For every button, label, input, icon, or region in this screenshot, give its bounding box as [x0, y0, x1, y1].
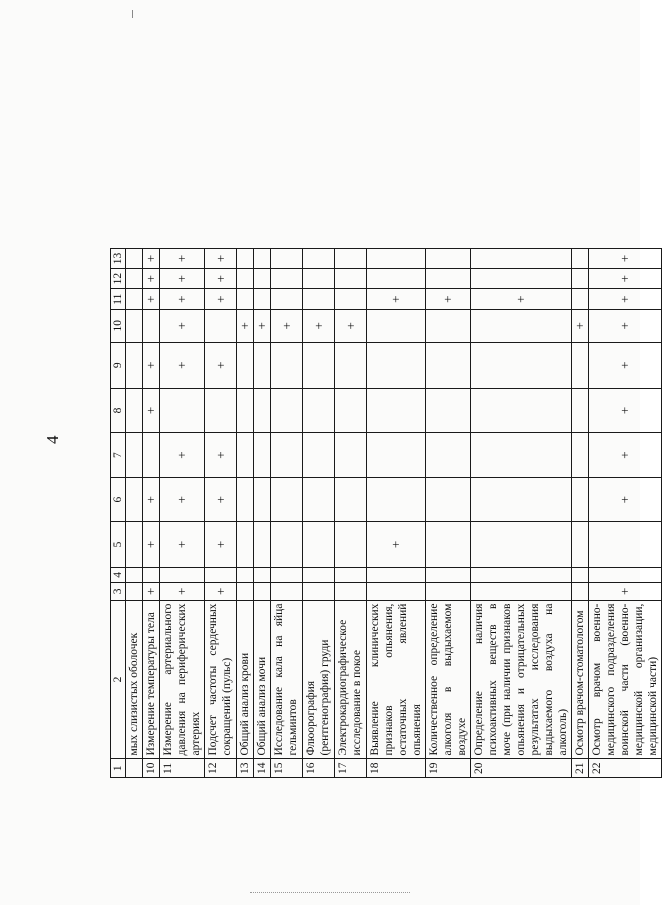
table-row	[143, 249, 160, 778]
mark-cell	[160, 388, 205, 432]
col-header-7: 7	[111, 433, 126, 478]
mark-cell: +	[367, 522, 426, 567]
mark-cell	[254, 268, 271, 289]
mark-cell	[367, 309, 426, 342]
mark-cell	[572, 522, 589, 567]
mark-cell	[237, 289, 254, 309]
mark-cell	[572, 567, 589, 583]
mark-cell	[126, 433, 143, 478]
mark-cell	[335, 477, 367, 521]
mark-cell	[367, 249, 426, 269]
mark-cell	[572, 268, 589, 289]
mark-cell	[237, 433, 254, 478]
row-number: 17	[335, 759, 367, 778]
table-row	[589, 249, 662, 778]
mark-cell	[237, 477, 254, 521]
page-number: 4	[43, 435, 62, 444]
mark-cell	[471, 477, 572, 521]
mark-cell	[126, 388, 143, 432]
mark-cell	[471, 388, 572, 432]
col-header-4: 4	[111, 567, 126, 583]
mark-cell	[303, 249, 335, 269]
mark-cell	[471, 249, 572, 269]
mark-cell	[126, 567, 143, 583]
mark-cell	[471, 522, 572, 567]
mark-cell: +	[160, 522, 205, 567]
mark-cell	[254, 342, 271, 388]
mark-cell	[572, 583, 589, 600]
mark-cell: +	[254, 309, 271, 342]
row-number: 15	[271, 759, 303, 778]
mark-cell	[572, 249, 589, 269]
mark-cell: +	[160, 289, 205, 309]
mark-cell: +	[237, 309, 254, 342]
mark-cell	[335, 567, 367, 583]
mark-cell: +	[303, 309, 335, 342]
mark-cell: +	[426, 289, 471, 309]
mark-cell	[254, 249, 271, 269]
mark-cell	[254, 289, 271, 309]
mark-cell	[426, 388, 471, 432]
mark-cell	[271, 342, 303, 388]
col-header-10: 10	[111, 309, 126, 342]
mark-cell	[143, 433, 160, 478]
mark-cell	[572, 388, 589, 432]
mark-cell: +	[271, 309, 303, 342]
mark-cell	[126, 249, 143, 269]
row-number: 14	[254, 759, 271, 778]
procedure-name: Общий анализ крови	[237, 600, 254, 759]
mark-cell	[335, 268, 367, 289]
mark-cell	[426, 522, 471, 567]
mark-cell: +	[205, 289, 237, 309]
table-row	[426, 249, 471, 778]
table-row	[335, 249, 367, 778]
mark-cell	[254, 477, 271, 521]
procedure-name: Подсчет частоты сердечных сокращений (пульс)	[205, 600, 237, 759]
mark-cell	[143, 309, 160, 342]
col-header-1: 1	[111, 759, 126, 778]
mark-cell	[367, 433, 426, 478]
mark-cell	[335, 249, 367, 269]
mark-cell	[237, 268, 254, 289]
row-number: 10	[143, 759, 160, 778]
mark-cell	[205, 567, 237, 583]
mark-cell	[335, 342, 367, 388]
mark-cell	[205, 309, 237, 342]
mark-cell	[471, 583, 572, 600]
table-row	[126, 249, 143, 778]
row-number	[126, 759, 143, 778]
mark-cell	[303, 388, 335, 432]
procedure-name: Флюорография (рентгенография) груди	[303, 600, 335, 759]
mark-cell	[303, 477, 335, 521]
row-number: 18	[367, 759, 426, 778]
mark-cell	[126, 522, 143, 567]
mark-cell	[426, 477, 471, 521]
procedure-name: Электрокардиографическое исследование в покое	[335, 600, 367, 759]
row-number: 11	[160, 759, 205, 778]
mark-cell	[426, 309, 471, 342]
mark-cell	[303, 268, 335, 289]
mark-cell: +	[205, 433, 237, 478]
row-number: 19	[426, 759, 471, 778]
col-header-3: 3	[111, 583, 126, 600]
mark-cell	[471, 342, 572, 388]
table-row	[271, 249, 303, 778]
mark-cell: +	[143, 477, 160, 521]
mark-cell: +	[589, 388, 662, 432]
mark-cell	[237, 567, 254, 583]
mark-cell	[367, 388, 426, 432]
mark-cell	[126, 289, 143, 309]
mark-cell	[426, 268, 471, 289]
mark-cell	[572, 433, 589, 478]
mark-cell	[589, 567, 662, 583]
mark-cell: +	[572, 309, 589, 342]
mark-cell	[335, 522, 367, 567]
col-header-11: 11	[111, 289, 126, 309]
mark-cell	[126, 583, 143, 600]
col-header-9: 9	[111, 342, 126, 388]
mark-cell	[254, 388, 271, 432]
mark-cell	[335, 289, 367, 309]
mark-cell	[426, 433, 471, 478]
mark-cell	[271, 289, 303, 309]
mark-cell: +	[143, 342, 160, 388]
mark-cell	[572, 289, 589, 309]
mark-cell	[160, 567, 205, 583]
mark-cell	[126, 309, 143, 342]
mark-cell: +	[143, 268, 160, 289]
table-row	[303, 249, 335, 778]
table-row	[160, 249, 205, 778]
rotated-table-area	[110, 248, 662, 778]
mark-cell	[271, 268, 303, 289]
mark-cell	[205, 388, 237, 432]
mark-cell: +	[160, 477, 205, 521]
mark-cell	[303, 567, 335, 583]
procedure-name: мых слизистых оболочек	[126, 600, 143, 759]
mark-cell	[254, 522, 271, 567]
mark-cell: +	[589, 309, 662, 342]
mark-cell: +	[160, 309, 205, 342]
row-number: 22	[589, 759, 662, 778]
mark-cell: +	[160, 433, 205, 478]
mark-cell: +	[205, 522, 237, 567]
mark-cell	[471, 567, 572, 583]
row-number: 21	[572, 759, 589, 778]
row-number: 12	[205, 759, 237, 778]
mark-cell	[471, 433, 572, 478]
mark-cell	[254, 433, 271, 478]
mark-cell	[126, 268, 143, 289]
mark-cell	[271, 388, 303, 432]
mark-cell: +	[589, 583, 662, 600]
procedure-name: Количественное определение алкоголя в выдыхаемом воздухе	[426, 600, 471, 759]
mark-cell	[303, 433, 335, 478]
mark-cell: +	[205, 342, 237, 388]
col-header-5: 5	[111, 522, 126, 567]
mark-cell: +	[589, 477, 662, 521]
mark-cell	[303, 583, 335, 600]
mark-cell: +	[143, 289, 160, 309]
mark-cell: +	[143, 249, 160, 269]
mark-cell: +	[589, 433, 662, 478]
col-header-6: 6	[111, 477, 126, 521]
mark-cell	[237, 342, 254, 388]
mark-cell	[426, 583, 471, 600]
table-row	[572, 249, 589, 778]
table-body	[111, 249, 662, 778]
col-header-8: 8	[111, 388, 126, 432]
procedure-name: Измерение артериального давления на периферических артериях	[160, 600, 205, 759]
mark-cell	[237, 388, 254, 432]
mark-cell	[271, 522, 303, 567]
mark-cell: +	[205, 268, 237, 289]
mark-cell: +	[143, 522, 160, 567]
col-header-2: 2	[111, 600, 126, 759]
mark-cell: +	[160, 268, 205, 289]
mark-cell	[303, 289, 335, 309]
mark-cell	[426, 249, 471, 269]
procedure-name: Выявление клинических признаков опьянения, остаточных явлений опьянения	[367, 600, 426, 759]
table-row	[237, 249, 254, 778]
mark-cell	[254, 583, 271, 600]
mark-cell: +	[205, 477, 237, 521]
mark-cell: +	[335, 309, 367, 342]
mark-cell	[271, 567, 303, 583]
table-row	[471, 249, 572, 778]
row-number: 20	[471, 759, 572, 778]
mark-cell	[335, 433, 367, 478]
mark-cell	[271, 477, 303, 521]
mark-cell: +	[589, 268, 662, 289]
mark-cell: +	[143, 388, 160, 432]
mark-cell	[237, 249, 254, 269]
mark-cell	[367, 583, 426, 600]
scan-edge	[250, 892, 410, 894]
mark-cell	[303, 342, 335, 388]
mark-cell: +	[143, 583, 160, 600]
procedure-name: Общий анализ мочи	[254, 600, 271, 759]
mark-cell	[237, 583, 254, 600]
mark-cell	[271, 249, 303, 269]
mark-cell	[143, 567, 160, 583]
mark-cell	[471, 309, 572, 342]
header-row	[111, 249, 126, 778]
mark-cell	[367, 477, 426, 521]
mark-cell	[426, 567, 471, 583]
scan-mark	[132, 10, 133, 18]
mark-cell	[126, 342, 143, 388]
mark-cell: +	[160, 342, 205, 388]
procedure-name: Исследование кала на яйца гельминтов	[271, 600, 303, 759]
mark-cell	[335, 583, 367, 600]
mark-cell	[589, 522, 662, 567]
mark-cell	[572, 342, 589, 388]
mark-cell	[237, 522, 254, 567]
mark-cell	[271, 433, 303, 478]
mark-cell	[271, 583, 303, 600]
procedure-name: Осмотр врачом-стоматологом	[572, 600, 589, 759]
mark-cell	[426, 342, 471, 388]
mark-cell	[126, 477, 143, 521]
mark-cell	[367, 567, 426, 583]
mark-cell: +	[471, 289, 572, 309]
procedures-table	[110, 248, 662, 778]
table-row	[367, 249, 426, 778]
mark-cell	[367, 342, 426, 388]
mark-cell: +	[589, 289, 662, 309]
row-number: 13	[237, 759, 254, 778]
mark-cell: +	[589, 342, 662, 388]
table-row	[205, 249, 237, 778]
mark-cell	[367, 268, 426, 289]
mark-cell	[471, 268, 572, 289]
row-number: 16	[303, 759, 335, 778]
col-header-12: 12	[111, 268, 126, 289]
mark-cell: +	[205, 249, 237, 269]
mark-cell: +	[160, 249, 205, 269]
table-row	[254, 249, 271, 778]
mark-cell	[572, 477, 589, 521]
procedure-name: Осмотр врачом военно-медицинского подразделения воинской части (военно-медицинской организации, медицинской части)	[589, 600, 662, 759]
mark-cell: +	[205, 583, 237, 600]
mark-cell	[254, 567, 271, 583]
mark-cell: +	[160, 583, 205, 600]
procedure-name: Измерение температуры тела	[143, 600, 160, 759]
mark-cell: +	[367, 289, 426, 309]
mark-cell: +	[589, 249, 662, 269]
mark-cell	[335, 388, 367, 432]
col-header-13: 13	[111, 249, 126, 269]
mark-cell	[303, 522, 335, 567]
procedure-name: Определение наличия психоактивных веществ в моче (при наличии признаков опьянения и отрицательных результатах исследования выдыхаемого воздуха на алкоголь)	[471, 600, 572, 759]
